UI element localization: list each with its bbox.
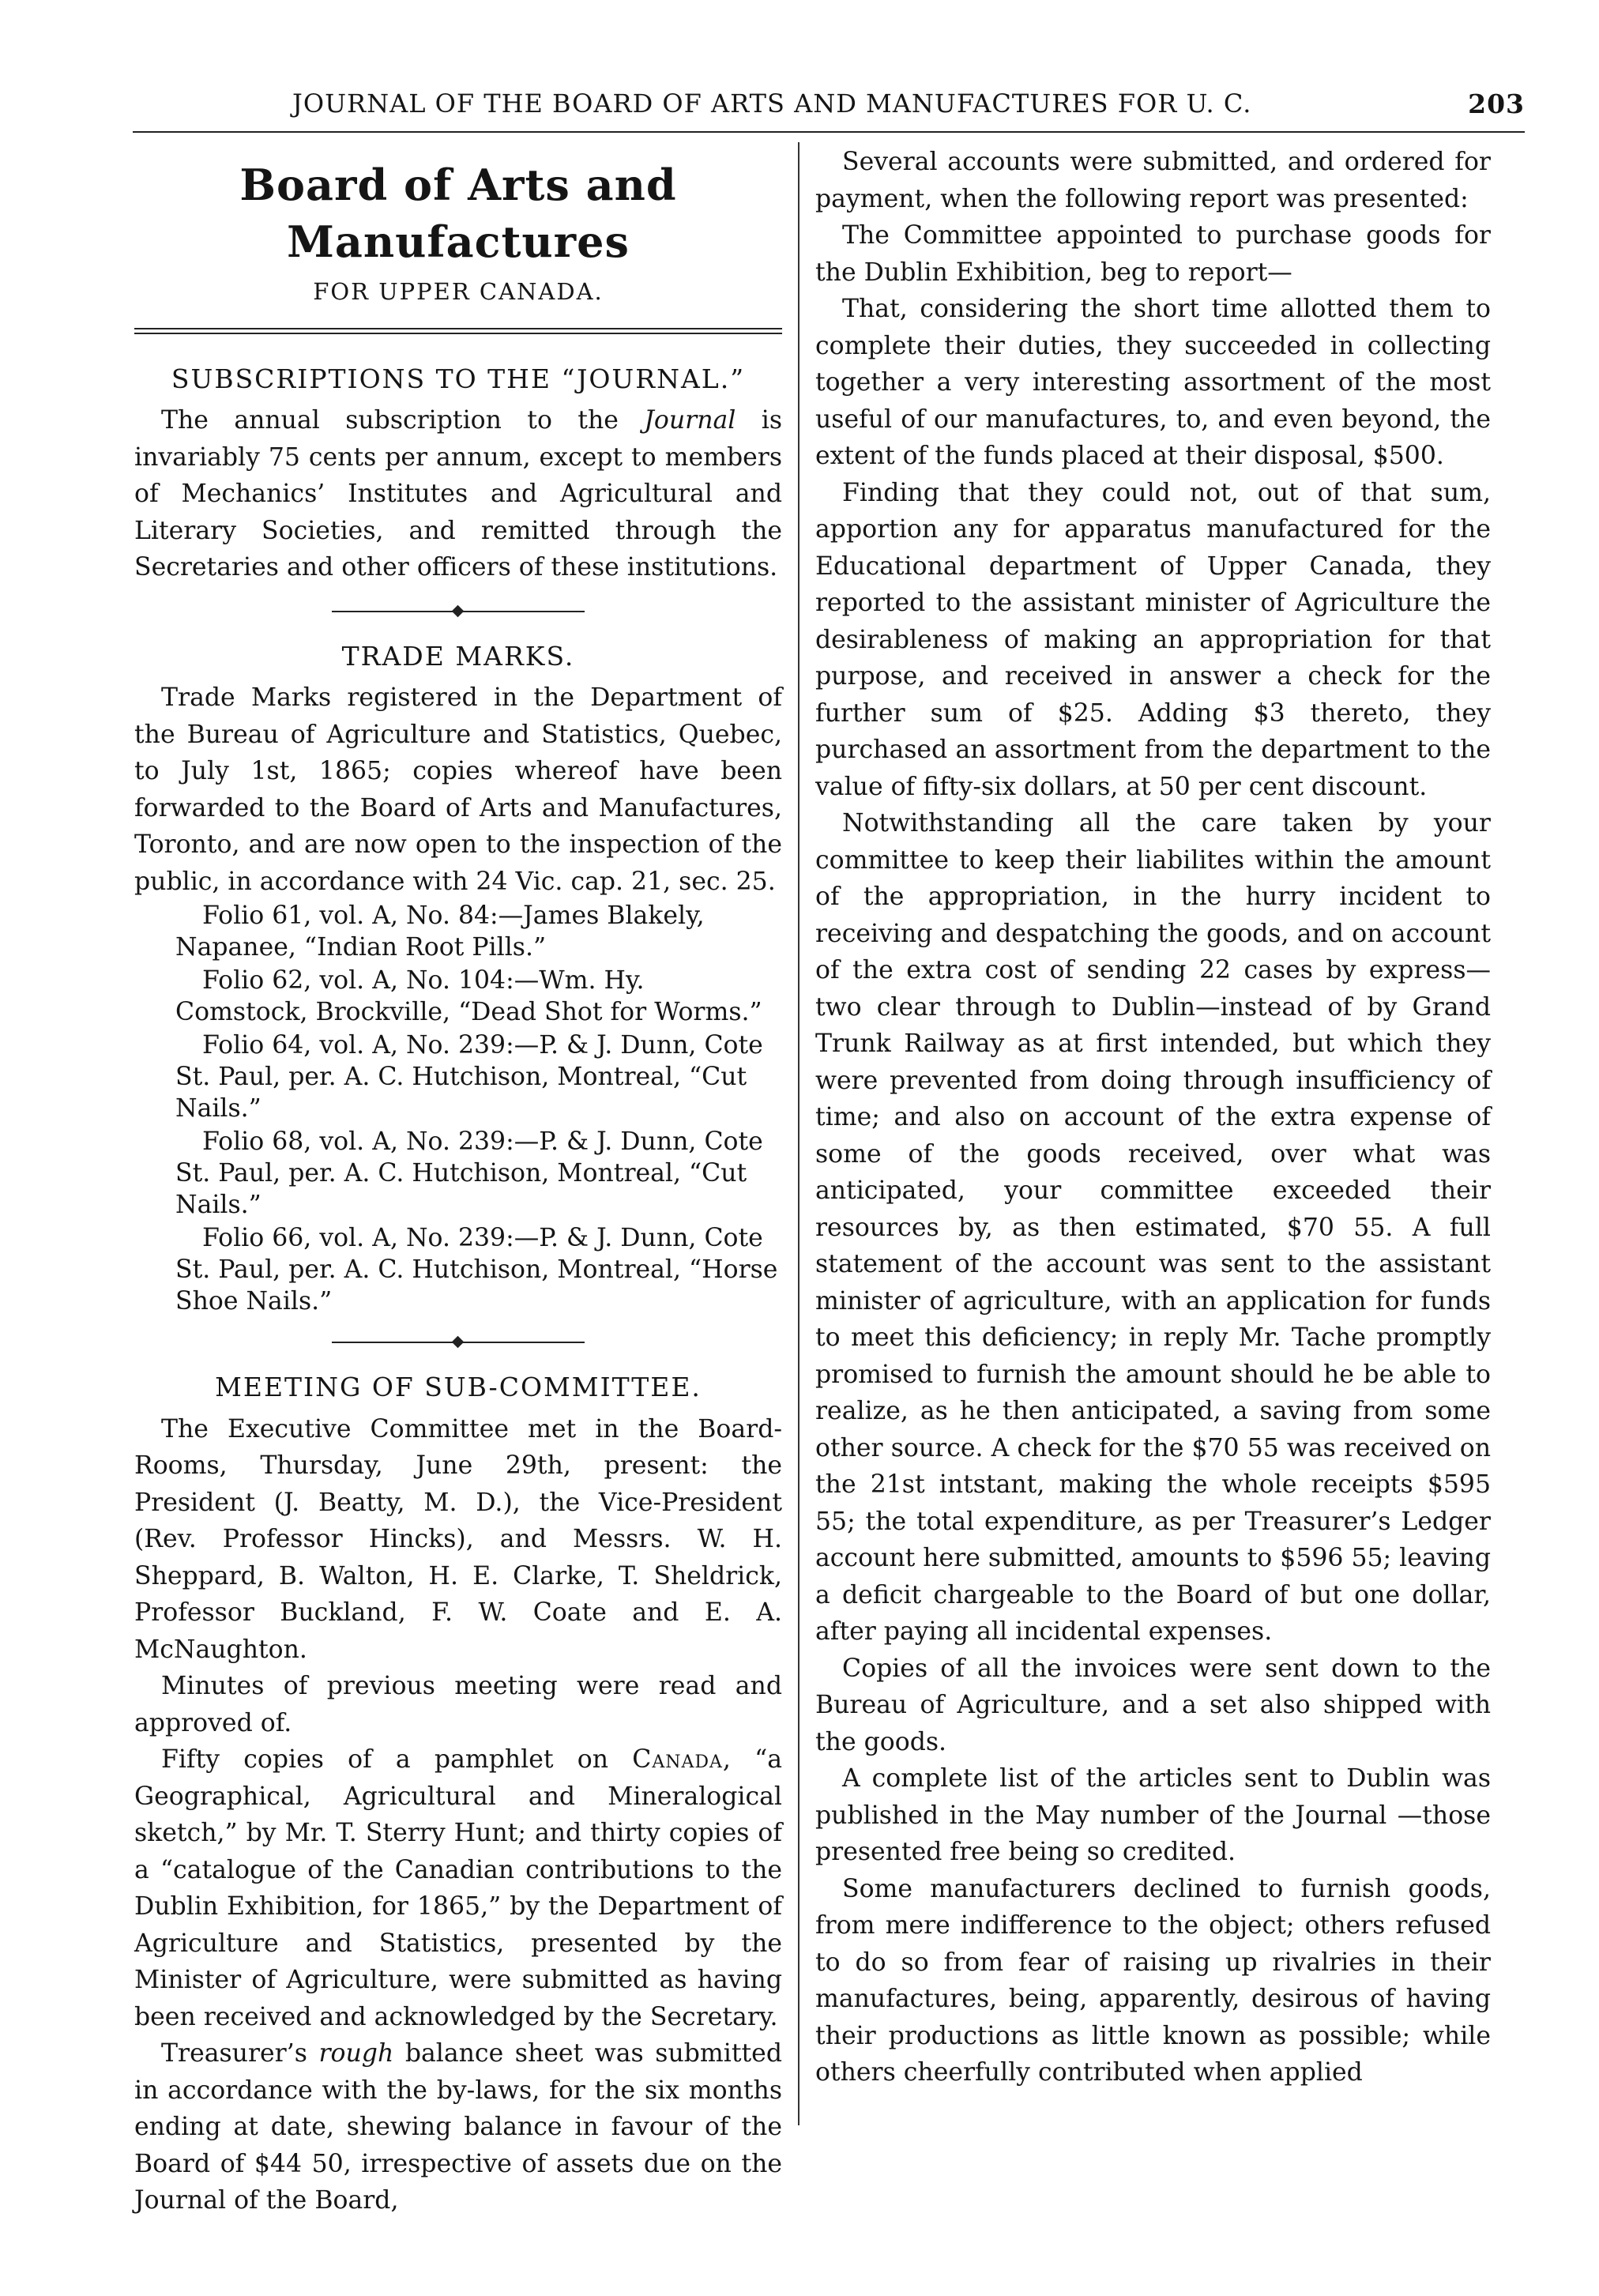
meeting-paragraph [134,1741,782,2035]
subscriptions-text-1: The annual subscription to the [161,406,645,435]
meeting-heading: MEETING OF SUB-COMMITTEE. [215,1372,702,1402]
meeting-paragraph: The Executive Committee met in the Board-Rooms, Thursday, June 29th, present: the President (J. Beatty, M. D.), the Vice-President (Rev. Professor Hincks), and Messrs. W. H. Sheppard, B. Walton, H. E. Clarke, T. Sheldrick, Professor Buckland, F. W. Coate and E. A. McNaughton. [134,1414,782,1664]
subscriptions-paragraph [134,402,782,586]
report-paragraph: That, considering the short time allotted them to complete their duties, they succeeded in collecting together a very interesting assortment of the most useful of our manufactures, to, and even beyond, the extent of the funds placed at their disposal, $500. [815,295,1491,470]
trade-mark-entry: Folio 62, vol. A, No. 104:—Wm. Hy. Comstock, Brockville, “Dead Shot for Worms.” [175,966,762,1026]
trade-mark-entry: Folio 61, vol. A, No. 84:—James Blakely, Napanee, “Indian Root Pills.” [175,901,705,962]
meeting-text: Fifty copies of a pamphlet on [161,1745,633,1774]
subscriptions-text-2: is invariably 75 cents per annum, except to members of Mechanics’ Institutes and Agricultural and Literary Societies, and remitted through the Secretaries and other officers of these institutions. [134,406,782,582]
section-ornament [332,604,585,619]
section-ornament [332,1334,585,1350]
canada-small-caps: Canada [632,1745,723,1774]
report-paragraph: Several accounts were submitted, and ordered for payment, when the following report was presented: [815,148,1491,213]
trade-mark-entry: Folio 64, vol. A, No. 239:—P. & J. Dunn, Cote St. Paul, per. A. C. Hutchison, Montreal, “Cut Nails.” [175,1031,763,1123]
report-paragraph: The Committee appointed to purchase goods for the Dublin Exhibition, beg to report— [815,221,1491,287]
running-head-title: JOURNAL OF THE BOARD OF ARTS AND MANUFACTURES FOR U. C. [292,88,1252,119]
right-column [815,144,1491,2091]
trade-mark-entry: Folio 66, vol. A, No. 239:—P. & J. Dunn, Cote St. Paul, per. A. C. Hutchison, Montreal, “Horse Shoe Nails.” [175,1224,778,1315]
masthead-double-rule [134,328,782,334]
report-paragraph: Finding that they could not, out of that sum, apportion any for apparatus manufactured for the Educational department of Upper Canada, they reported to the assistant minister of Agriculture the desirableness of making an appropriation for that purpose, and received in answer a check for the further sum of $25. Adding $3 thereto, they purchased an assortment from the department to the value of fifty-six dollars, at 50 per cent discount. [815,478,1491,801]
trade-marks-heading: TRADE MARKS. [341,640,575,672]
masthead-title: Board of Arts and Manufactures [239,160,677,267]
report-paragraph: A complete list of the articles sent to Dublin was published in the May number of the Journal —those presented free being so credited. [815,1764,1491,1866]
report-paragraph: Notwithstanding all the care taken by your committee to keep their liabilites within the amount of the appropriation, in the hurry incident to receiving and despatching the goods, and on account of the extra cost of sending 22 cases by express—two clear through to Dublin—instead of by Grand Trunk Railway as at first intended, but which they were prevented from doing through insufficiency of time; and also on account of the extra expense of some of the goods received, over what was anticipated, your committee exceeded their resources by, as then estimated, $70 55. A full statement of the account was sent to the assistant minister of agriculture, with an application for funds to meet this deficiency; in reply Mr. Tache promptly promised to furnish the amount should he be able to realize, as he then anticipated, a saving from some other source. A check for the $70 55 was received on the 21st intstant, making the whole receipts $595 55; the total expenditure, as per Treasurer’s Ledger account here submitted, amounts to $596 55; leaving a deficit chargeable to the Board of but one dollar, after paying all incidental expenses. [815,809,1491,1646]
meeting-paragraph: Minutes of previous meeting were read and approved of. [134,1672,782,1737]
rough-italic: rough [318,2039,394,2068]
subscriptions-journal-italic: Journal [644,406,736,435]
meeting-text: balance sheet was submitted in accordance with the by-laws, for the six months ending at date, shewing balance in favour of the Board of $44 50, irrespective of assets due on the Journal of the Board, [134,2039,782,2215]
masthead-subtitle: FOR UPPER CANADA. [313,278,604,305]
running-head [79,82,1525,122]
left-column [134,144,782,2219]
subscriptions-heading: SUBSCRIPTIONS TO THE “JOURNAL.” [171,363,746,394]
report-paragraph: Copies of all the invoices were sent down to the Bureau of Agriculture, and a set also shipped with the goods. [815,1654,1491,1756]
meeting-text: Treasurer’s [161,2039,319,2068]
meeting-text: , “a Geographical, Agricultural and Mineralogical sketch,” by Mr. T. Sterry Hunt; and thirty copies of a “catalogue of the Canadian contributions to the Dublin Exhibition, for 1865,” by the Department of Agriculture and Statistics, presented by the Minister of Agriculture, were submitted as having been received and acknowledged by the Secretary. [134,1745,782,2031]
column-divider [798,142,800,2125]
report-paragraph: Some manufacturers declined to furnish goods, from mere indifference to the object; others refused to do so from fear of raising up rivalries in their manufactures, being, apparently, desirous of having their productions as little known as possible; while others cheerfully contributed when applied [815,1874,1491,2087]
header-rule [133,131,1525,133]
page-number: 203 [1468,88,1525,119]
trade-marks-intro: Trade Marks registered in the Department of the Bureau of Agriculture and Statistics, Quebec, to July 1st, 1865; copies whereof have been forwarded to the Board of Arts and Manufactures, Toronto, and are now open to the inspection of the public, in accordance with 24 Vic. cap. 21, sec. 25. [134,683,782,896]
trade-mark-entry: Folio 68, vol. A, No. 239:—P. & J. Dunn, Cote St. Paul, per. A. C. Hutchison, Montreal, “Cut Nails.” [175,1127,763,1219]
meeting-paragraph [134,2035,782,2219]
